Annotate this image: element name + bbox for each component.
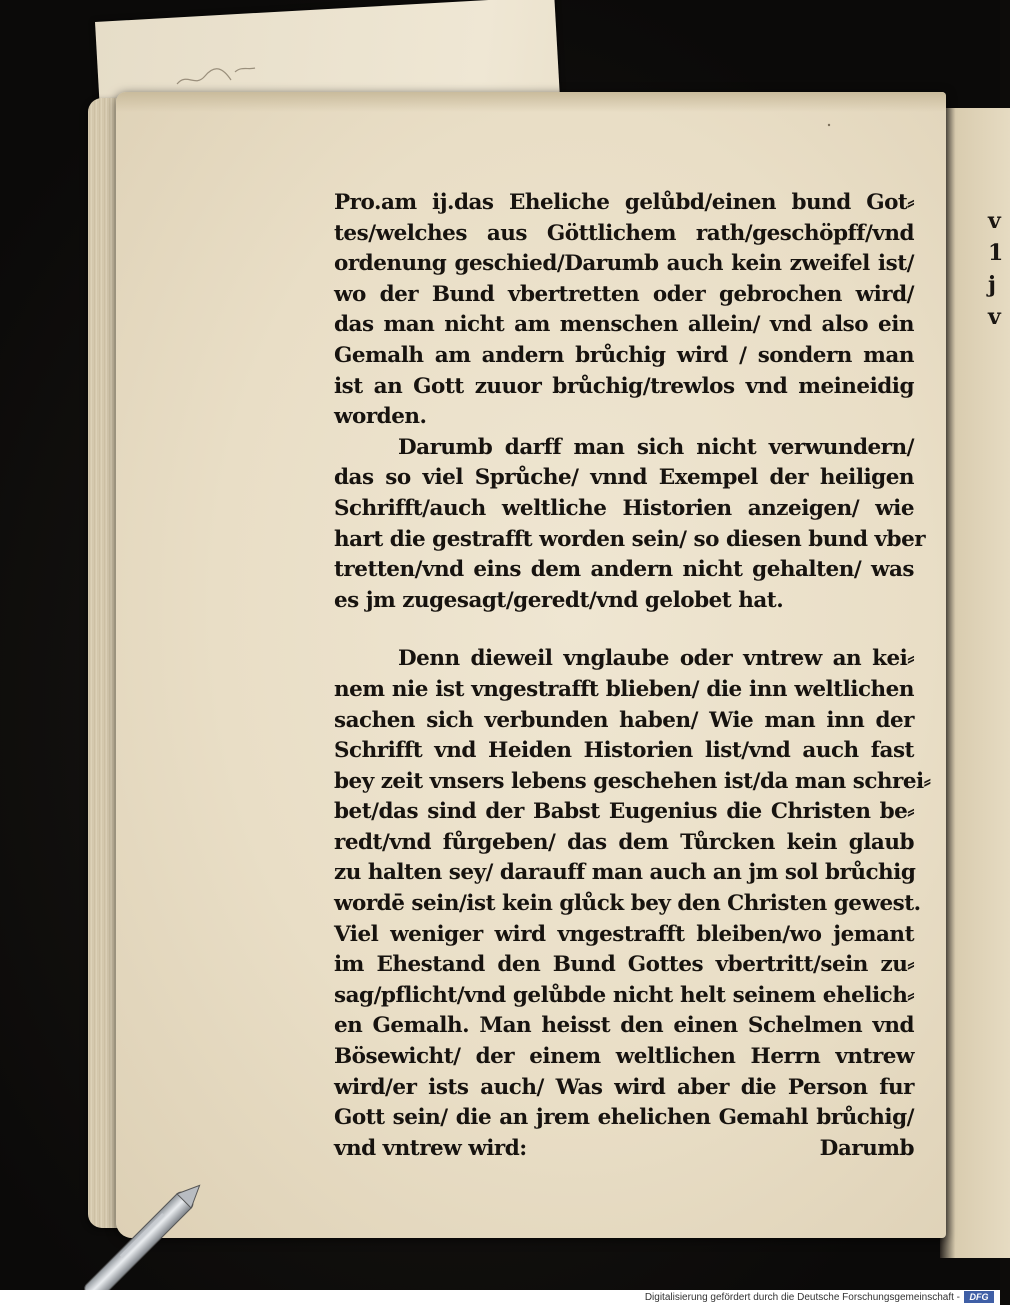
text-line: im Ehestand den Bund Gottes vbertritt/sein zu⸗ [334, 952, 914, 978]
facing-page-text-fragment: v 1 j v [988, 208, 1004, 330]
text-line: wird/er ists auch/ Was wird aber die Person fur [334, 1074, 914, 1100]
text-line: das man nicht am menschen allein/ vnd also ein [334, 312, 914, 338]
text-line: wo der Bund vbertretten oder gebrochen wird/ [334, 281, 914, 307]
text-line: Schrifft vnd Heiden Historien list/vnd auch fast [334, 738, 914, 764]
text-line: Viel weniger wird vngestrafft bleiben/wo jemant [334, 921, 914, 947]
text-line: nem nie ist vngestrafft blieben/ die inn weltlichen [334, 676, 914, 702]
page-speck [826, 122, 832, 128]
text-line: ordenung geschied/Darumb auch kein zweifel ist/ [334, 251, 914, 277]
dfg-logo: DFG [964, 1291, 994, 1303]
catchword: Darumb [819, 1135, 914, 1161]
text-line: bet/das sind der Babst Eugenius die Christen be⸗ [334, 799, 914, 825]
text-line: Schrifft/auch weltliche Historien anzeigen/ wie [334, 495, 914, 521]
text-line: wordē sein/ist kein glůck bey den Christen gewest. [334, 891, 921, 917]
text-line: Pro.am ij.das Eheliche gelůbd/einen bund Got⸗ [334, 190, 914, 215]
paragraph-1 [334, 188, 914, 433]
text-line: hart die gestrafft worden sein/ so diesen bund vber [334, 526, 926, 552]
page-text-block [334, 188, 931, 1164]
pencil-scribble [175, 62, 265, 92]
pen-icon [88, 1170, 208, 1305]
text-line: sag/pflicht/vnd gelůbde nicht helt seinem ehelich⸗ [334, 982, 914, 1008]
text-line: Denn dieweil vnglaube oder vntrew an kei⸗ [398, 646, 914, 672]
text-line: en Gemalh. Man heisst den einen Schelmen vnd [334, 1013, 914, 1039]
text-line: vnd vntrew wird: [334, 1135, 527, 1161]
final-line [334, 1134, 914, 1165]
text-line: es jm zugesagt/geredt/vnd gelobet hat. [334, 587, 784, 613]
text-line: zu halten sey/ darauff man auch an jm sol brůchig [334, 860, 916, 886]
text-line: tes/welches aus Göttlichem rath/geschöpff/vnd [334, 220, 914, 246]
text-line: Darumb darff man sich nicht verwundern/ [398, 434, 914, 460]
paragraph-3 [334, 644, 931, 1164]
text-line: redt/vnd fůrgeben/ das dem Tůrcken kein glaub [334, 829, 914, 855]
paragraph-2 [334, 433, 926, 617]
text-line: tretten/vnd eins dem andern nicht gehalten/ was [334, 557, 914, 583]
text-line: Gott sein/ die an jrem ehelichen Gemahl brůchig/ [334, 1105, 914, 1131]
paragraph-gap [334, 616, 914, 644]
text-line: ist an Gott zuuor brůchig/trewlos vnd meineidig [334, 373, 914, 399]
text-line: das so viel Sprůche/ vnnd Exempel der heiligen [334, 465, 914, 491]
text-line: worden. [334, 404, 427, 430]
text-line: Bösewicht/ der einem weltlichen Herrn vntrew [334, 1044, 914, 1070]
text-line: bey zeit vnsers lebens geschehen ist/da man schrei⸗ [334, 768, 931, 794]
footer-credit: Digitalisierung gefördert durch die Deutsche Forschungsgemeinschaft - [644, 1292, 960, 1303]
text-line: sachen sich verbunden haben/ Wie man inn der [334, 707, 914, 733]
text-line: Gemalh am andern brůchig wird / sondern man [334, 342, 914, 368]
